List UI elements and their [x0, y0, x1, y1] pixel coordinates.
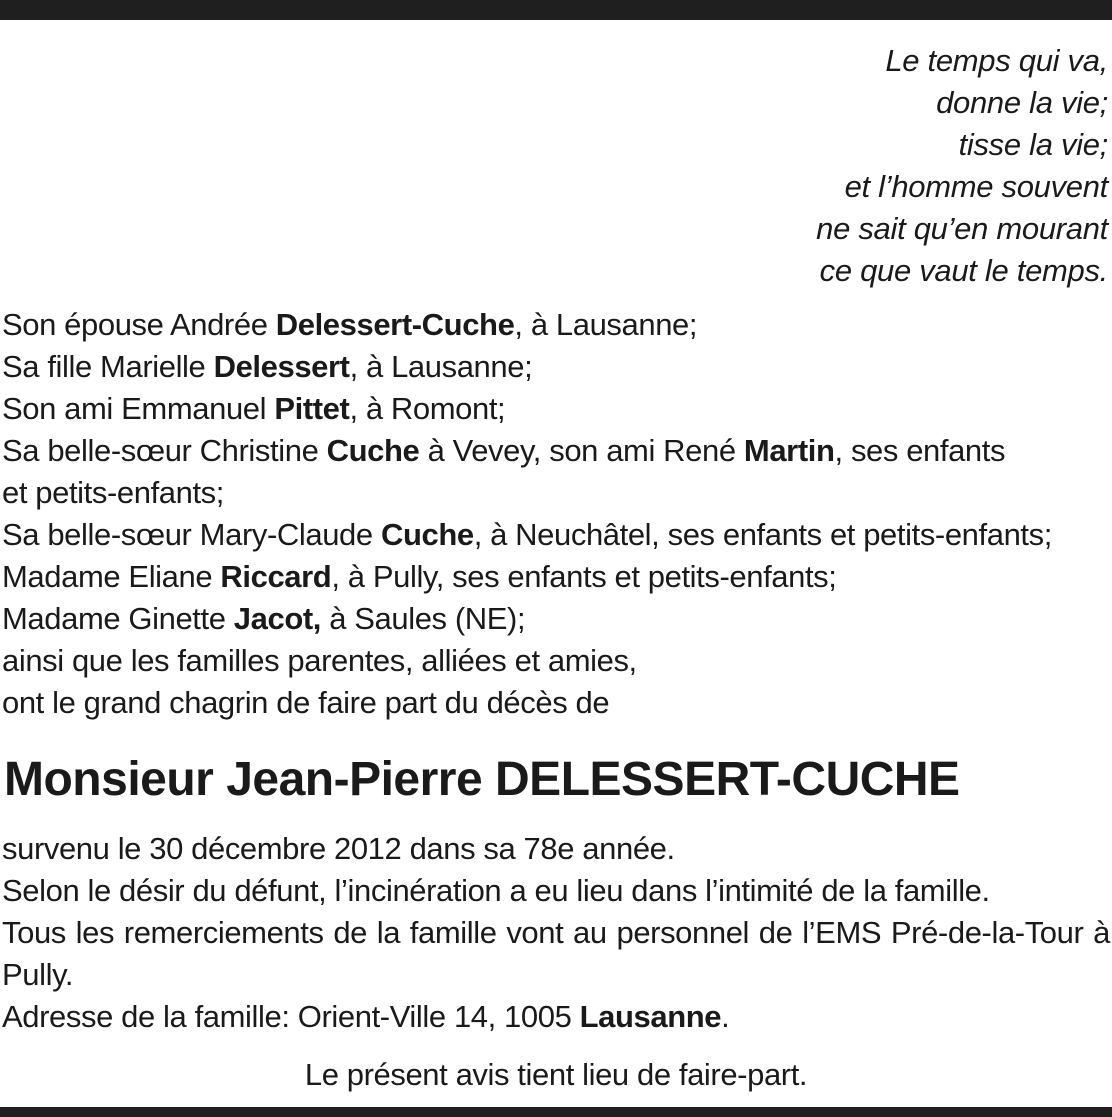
deceased-name: Monsieur Jean-Pierre DELESSERT-CUCHE	[4, 753, 960, 806]
family-line-grandchildren: et petits-enfants;	[2, 475, 224, 510]
family-line-eliane	[2, 556, 1110, 598]
family-text: Son épouse Andrée	[2, 307, 276, 342]
details-city: Lausanne	[579, 999, 722, 1034]
details-text: Adresse de la famille: Orient-Ville 14, 1005	[2, 999, 580, 1034]
family-line-daughter	[2, 346, 1110, 388]
family-announcement	[2, 304, 1110, 724]
poem-line: Le temps qui va,	[885, 43, 1108, 78]
poem-line: ce que vaut le temps.	[819, 253, 1108, 288]
poem-line: et l’homme souvent	[844, 169, 1108, 204]
details-thanks: Tous les remerciements de la famille vont au personnel de l’EMS Pré-de-la-Tour à Pully.	[2, 915, 1110, 992]
family-surname: Jacot,	[233, 601, 321, 636]
poem-line: donne la vie;	[936, 85, 1108, 120]
family-line-relatives: ainsi que les familles parentes, alliées et amies,	[2, 643, 637, 678]
death-details	[2, 828, 1110, 1038]
details-address	[2, 996, 1110, 1038]
family-text: , à Lausanne;	[514, 307, 698, 342]
family-text: , ses enfants	[834, 433, 1006, 468]
family-line-announcement: ont le grand chagrin de faire part du décès de	[2, 685, 610, 720]
family-surname: Delessert-Cuche	[275, 307, 515, 342]
top-border-rule	[0, 0, 1112, 20]
poem	[816, 40, 1108, 292]
family-surname: Cuche	[380, 517, 474, 552]
family-text: , à Pully, ses enfants et petits-enfants;	[331, 559, 837, 594]
family-text: , à Neuchâtel, ses enfants et petits-enfants;	[473, 517, 1052, 552]
closing-note: Le présent avis tient lieu de faire-part.	[304, 1057, 808, 1092]
family-text: Sa belle-sœur Mary-Claude	[2, 517, 381, 552]
family-text: à Saules (NE);	[321, 601, 526, 636]
family-text: Sa fille Marielle	[2, 349, 214, 384]
family-line-ginette	[2, 598, 1110, 640]
family-text: , à Romont;	[349, 391, 506, 426]
family-surname: Cuche	[326, 433, 420, 468]
details-date: survenu le 30 décembre 2012 dans sa 78e année.	[2, 831, 675, 866]
family-line-friend	[2, 388, 1110, 430]
poem-line: ne sait qu’en mourant	[816, 211, 1108, 246]
family-surname: Martin	[743, 433, 835, 468]
family-line-sister-in-law-mary-claude	[2, 514, 1110, 556]
family-text: Madame Eliane	[2, 559, 221, 594]
family-text: Sa belle-sœur Christine	[2, 433, 327, 468]
details-cremation: Selon le désir du défunt, l’incinération a eu lieu dans l’intimité de la famille.	[2, 873, 990, 908]
poem-line: tisse la vie;	[958, 127, 1108, 162]
family-text: Madame Ginette	[2, 601, 234, 636]
details-text: .	[721, 999, 730, 1034]
family-line-spouse	[2, 304, 1110, 346]
bottom-border-rule	[0, 1107, 1112, 1117]
family-text: à Vevey, son ami René	[419, 433, 744, 468]
family-line-sister-in-law-christine	[2, 430, 1110, 472]
family-surname: Delessert	[213, 349, 350, 384]
family-text: , à Lausanne;	[349, 349, 533, 384]
family-text: Son ami Emmanuel	[2, 391, 275, 426]
family-surname: Riccard	[220, 559, 332, 594]
family-surname: Pittet	[274, 391, 350, 426]
